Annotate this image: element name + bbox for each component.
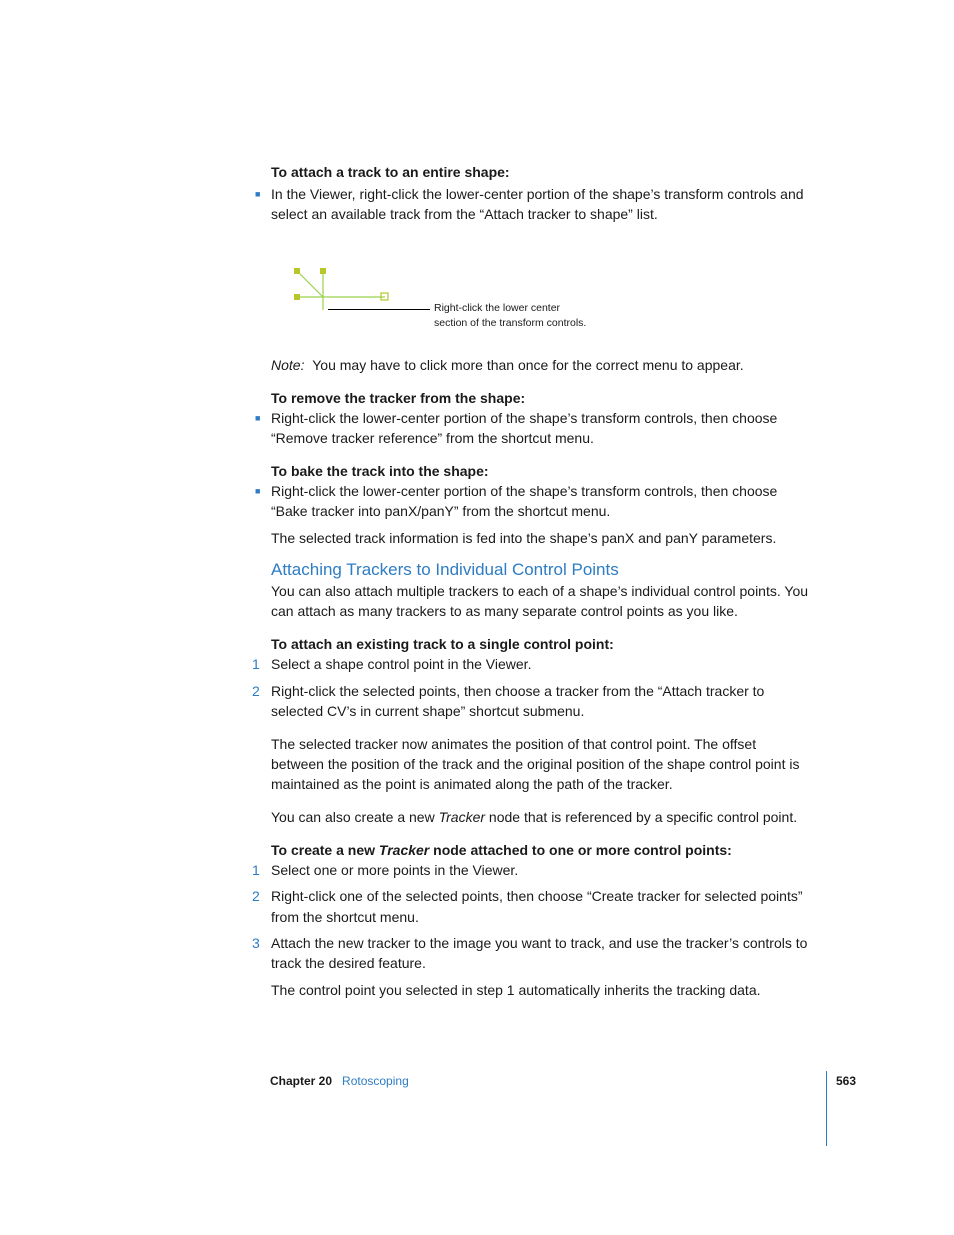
note-text: You may have to click more than once for the correct menu to appear.: [312, 357, 744, 373]
step-number: 1: [252, 862, 260, 878]
heading-attach-point: To attach an existing track to a single control point:: [271, 636, 614, 652]
figure-caption-line1: Right-click the lower center: [434, 302, 561, 314]
section-title: Attaching Trackers to Individual Control Points: [271, 560, 619, 579]
step-text: Select one or more points in the Viewer.: [271, 862, 519, 878]
intro-line1: You can also attach multiple trackers to each of a shape’s individual control points. You: [271, 583, 809, 599]
bullet-remove-line1: Right-click the lower-center portion of the shape’s transform controls, then choose: [271, 410, 778, 426]
step-text: from the shortcut menu.: [271, 909, 419, 925]
step-number: 3: [252, 935, 260, 951]
step-number: 2: [252, 683, 260, 699]
bullet-icon: ■: [255, 413, 261, 423]
para-line3: maintained as the point is animated along the path of the tracker.: [271, 776, 673, 792]
control-point-left: [294, 294, 300, 300]
diagonal-transform-line: [297, 271, 323, 297]
step-text: track the desired feature.: [271, 955, 426, 971]
intro-line2: can attach as many trackers to as many separate control points as you like.: [271, 603, 738, 619]
step-text: Attach the new tracker to the image you want to track, and use the tracker’s controls to: [271, 935, 808, 951]
bullet-attach-shape-line2: select an available track from the “Attach tracker to shape” list.: [271, 206, 658, 222]
chapter-label: Chapter 20: [270, 1074, 333, 1088]
bullet-remove-line2: “Remove tracker reference” from the shortcut menu.: [271, 430, 594, 446]
step-number: 2: [252, 888, 260, 904]
control-point-top-center: [320, 268, 326, 274]
transform-controls-figure: [285, 260, 445, 320]
step-text: Select a shape control point in the Viewer.: [271, 656, 532, 672]
create-after: The control point you selected in step 1 automatically inherits the tracking data.: [271, 982, 761, 998]
step-text: selected CV’s in current shape” shortcut submenu.: [271, 703, 585, 719]
bullet-icon: ■: [255, 189, 261, 199]
page-number: 563: [836, 1074, 857, 1088]
bake-after: The selected track information is fed into the shape’s panX and panY parameters.: [271, 530, 777, 546]
chapter-section-link[interactable]: Rotoscoping: [342, 1074, 409, 1088]
bullet-icon: ■: [255, 486, 261, 496]
bullet-bake-line1: Right-click the lower-center portion of the shape’s transform controls, then choose: [271, 483, 778, 499]
para-line2: between the position of the track and the original position of the shape control point is: [271, 756, 800, 772]
heading-attach-shape: To attach a track to an entire shape:: [271, 164, 510, 180]
note-label: Note:: [271, 357, 305, 373]
callout-line: [328, 309, 430, 310]
footer-rule: [826, 1071, 827, 1146]
heading-bake: To bake the track into the shape:: [271, 463, 489, 479]
control-point-top-left: [294, 268, 300, 274]
note: [271, 355, 744, 375]
also-paragraph: You can also create a new Tracker node that is referenced by a specific control point.: [271, 809, 798, 825]
bullet-bake-line2: “Bake tracker into panX/panY” from the shortcut menu.: [271, 503, 611, 519]
heading-remove: To remove the tracker from the shape:: [271, 390, 526, 406]
bullet-attach-shape-line1: In the Viewer, right-click the lower-center portion of the shape’s transform controls and: [271, 186, 804, 202]
step-number: 1: [252, 656, 260, 672]
footer: [270, 1073, 409, 1089]
step-text: Right-click one of the selected points, then choose “Create tracker for selected points”: [271, 888, 803, 904]
figure-caption-line2: section of the transform controls.: [434, 317, 587, 329]
heading-create: To create a new Tracker node attached to one or more control points:: [271, 842, 732, 858]
para-line1: The selected tracker now animates the position of that control point. The offset: [271, 736, 757, 752]
step-text: Right-click the selected points, then choose a tracker from the “Attach tracker to: [271, 683, 765, 699]
